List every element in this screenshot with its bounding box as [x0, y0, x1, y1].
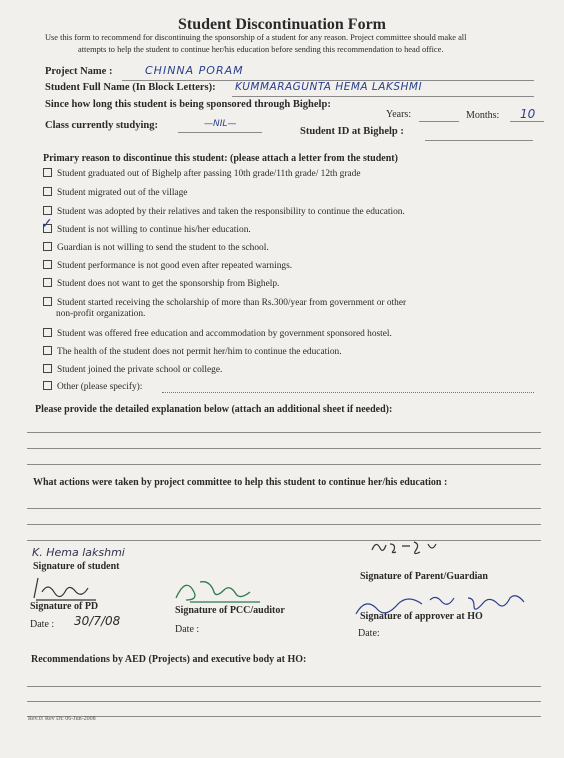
- reason-text: Student was adopted by their relatives and taken the responsibility to continue the education.: [57, 207, 405, 217]
- reason-option-9[interactable]: [43, 328, 392, 339]
- reason-text: Student migrated out of the village: [57, 188, 188, 198]
- reason-text: Student is not willing to continue his/her education.: [57, 225, 251, 235]
- reason-option-1[interactable]: [43, 168, 360, 179]
- form-title: Student Discontinuation Form: [177, 16, 387, 33]
- reason-option-3[interactable]: [43, 206, 405, 217]
- reason-text: The health of the student does not permit her/him to continue the education.: [57, 347, 342, 357]
- project-name-value[interactable]: CHINNA PORAM: [145, 64, 244, 77]
- reason-option-10[interactable]: [43, 346, 342, 357]
- reason-option-2[interactable]: [43, 187, 187, 198]
- other-specify-line[interactable]: [162, 392, 534, 393]
- checkbox[interactable]: [43, 328, 52, 337]
- pd-date-label: Date :: [30, 619, 55, 630]
- pd-date-value[interactable]: 30/7/08: [74, 614, 121, 628]
- reason-text: Student graduated out of Bighelp after passing 10th grade/11th grade/ 12th grade: [57, 169, 361, 179]
- reason-option-5[interactable]: [43, 242, 269, 253]
- intro-line-1: Use this form to recommend for discontinuing the sponsorship of a student for any reason. Project committee should make all: [45, 33, 467, 42]
- approver-signature-label: Signature of approver at HO: [360, 611, 483, 622]
- full-name-line: [232, 96, 534, 97]
- months-label: Months:: [466, 110, 500, 121]
- checkbox[interactable]: [43, 278, 52, 287]
- reason-option-8[interactable]: [43, 297, 406, 308]
- reason-text: Student was offered free education and accommodation by government sponsored hostel.: [57, 329, 392, 339]
- explanation-line-1[interactable]: [27, 432, 541, 433]
- reason-option-7[interactable]: [43, 278, 279, 289]
- parent-signature: [368, 536, 458, 558]
- reason-option-11[interactable]: [43, 364, 222, 375]
- revision-footer: Rev.0: Rev Dt: 06-Jun-2008: [28, 716, 96, 722]
- actions-label: What actions were taken by project committee to help this student to continue her/his education :: [33, 477, 448, 488]
- reasons-heading: Primary reason to discontinue this student: (please attach a letter from the student): [43, 153, 398, 164]
- pd-signature-label: Signature of PD: [30, 601, 99, 612]
- explanation-line-3[interactable]: [27, 464, 541, 465]
- years-label: Years:: [386, 109, 412, 120]
- student-id-line: [425, 140, 533, 141]
- recommendations-line-3[interactable]: [27, 716, 541, 717]
- parent-signature-label: Signature of Parent/Guardian: [360, 571, 488, 582]
- checkbox[interactable]: [43, 260, 52, 269]
- years-line: [419, 121, 459, 122]
- pcc-signature: [170, 574, 270, 606]
- student-id-label: Student ID at Bighelp :: [300, 126, 404, 137]
- actions-line-1[interactable]: [27, 508, 541, 509]
- class-line: [178, 132, 262, 133]
- student-signature: K. Hema lakshmi: [32, 546, 125, 559]
- months-line: [510, 121, 544, 122]
- pcc-date-label: Date :: [175, 624, 200, 635]
- full-name-value[interactable]: KUMMARAGUNTA HEMA LAKSHMI: [235, 81, 423, 93]
- checkbox[interactable]: [43, 297, 52, 306]
- checkbox[interactable]: [43, 346, 52, 355]
- checkbox[interactable]: [43, 206, 52, 215]
- reason-text: Student started receiving the scholarship of more than Rs.300/year from government or other: [57, 298, 407, 308]
- full-name-label: Student Full Name (In Block Letters):: [45, 82, 216, 93]
- reason-text: Student does not want to get the sponsorship from Bighelp.: [57, 279, 280, 289]
- class-value[interactable]: —NIL—: [204, 119, 237, 129]
- reason-option-6[interactable]: [43, 260, 292, 271]
- pcc-signature-label: Signature of PCC/auditor: [175, 605, 285, 616]
- recommendations-label: Recommendations by AED (Projects) and executive body at HO:: [31, 654, 307, 665]
- student-signature-label: Signature of student: [33, 561, 120, 572]
- actions-line-3[interactable]: [27, 540, 541, 541]
- class-label: Class currently studying:: [45, 120, 158, 131]
- reason-text: Student performance is not good even after repeated warnings.: [57, 261, 293, 271]
- actions-line-2[interactable]: [27, 524, 541, 525]
- reason-text: Student joined the private school or college.: [57, 365, 223, 375]
- intro-line-2: attempts to help the student to continue her/his education before sending this recommendation to head office.: [78, 45, 444, 54]
- months-value[interactable]: 10: [520, 107, 536, 121]
- since-label: Since how long this student is being sponsored through Bighelp:: [45, 99, 331, 110]
- checkbox[interactable]: [43, 364, 52, 373]
- reason-option-4[interactable]: [43, 224, 251, 235]
- pd-signature: [26, 574, 106, 602]
- reason-option-12[interactable]: [43, 381, 142, 392]
- reason-text: Guardian is not willing to send the student to the school.: [57, 243, 269, 253]
- approver-date-label: Date:: [358, 628, 380, 639]
- explanation-line-2[interactable]: [27, 448, 541, 449]
- checkbox[interactable]: [43, 242, 52, 251]
- explanation-label: Please provide the detailed explanation below (attach an additional sheet if needed):: [35, 404, 393, 415]
- project-name-label: Project Name :: [45, 66, 113, 77]
- recommendations-line-2[interactable]: [27, 701, 541, 702]
- reason-8-continuation: non-profit organization.: [56, 309, 146, 319]
- checkmark-icon: ✓: [41, 217, 53, 232]
- checkbox[interactable]: [43, 187, 52, 196]
- reason-text: Other (please specify):: [57, 382, 143, 392]
- checkbox[interactable]: [43, 168, 52, 177]
- checkbox[interactable]: [43, 381, 52, 390]
- recommendations-line-1[interactable]: [27, 686, 541, 687]
